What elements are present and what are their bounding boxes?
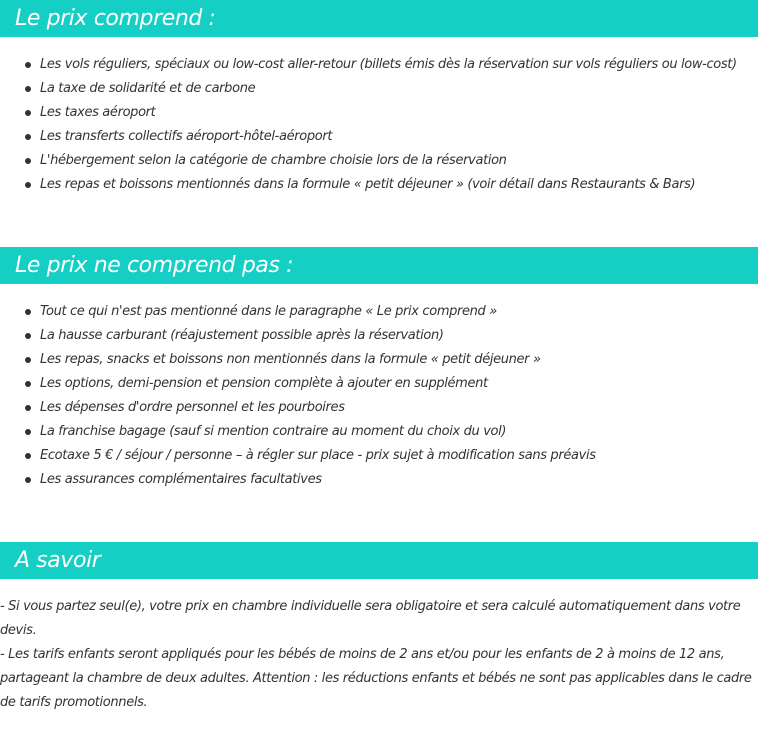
bullet-icon xyxy=(25,134,31,140)
list-item-text: Les dépenses d'ordre personnel et les pourboires xyxy=(40,400,345,415)
list-item-text: La taxe de solidarité et de carbone xyxy=(40,81,256,96)
list-item xyxy=(0,173,758,197)
not-included-list xyxy=(0,300,758,492)
bullet-icon xyxy=(25,357,31,363)
bullet-icon xyxy=(25,158,31,164)
bullet-icon xyxy=(25,182,31,188)
list-item-text: Les assurances complémentaires facultatives xyxy=(40,472,322,487)
list-item-text: Les taxes aéroport xyxy=(40,105,156,120)
bullet-icon xyxy=(25,381,31,387)
list-item-text: Ecotaxe 5 € / séjour / personne – à régler sur place - prix sujet à modification sans préavis xyxy=(40,448,596,463)
bullet-icon xyxy=(25,405,31,411)
bullet-icon xyxy=(25,477,31,483)
list-item xyxy=(0,444,758,468)
good-to-know-text xyxy=(0,595,752,715)
bullet-icon xyxy=(25,429,31,435)
list-item-text: Les transferts collectifs aéroport-hôtel-aéroport xyxy=(40,129,333,144)
bullet-icon xyxy=(25,110,31,116)
section-title-good-to-know: A savoir xyxy=(0,542,758,579)
list-item xyxy=(0,53,758,77)
paragraph: - Si vous partez seul(e), votre prix en chambre individuelle sera obligatoire et sera calculé automatiquement dans votre devis. xyxy=(0,599,741,638)
list-item-text: Les repas et boissons mentionnés dans la formule « petit déjeuner » (voir détail dans Restaurants & Bars) xyxy=(40,177,696,192)
list-item-text: La franchise bagage (sauf si mention contraire au moment du choix du vol) xyxy=(40,424,507,439)
list-item xyxy=(0,125,758,149)
section-title-not-included: Le prix ne comprend pas : xyxy=(0,247,758,284)
list-item xyxy=(0,348,758,372)
bullet-icon xyxy=(25,309,31,315)
included-list xyxy=(0,53,758,197)
bullet-icon xyxy=(25,333,31,339)
list-item-text: Les vols réguliers, spéciaux ou low-cost aller-retour (billets émis dès la réservation sur vols réguliers ou low-cost) xyxy=(40,57,737,72)
list-item xyxy=(0,420,758,444)
list-item xyxy=(0,101,758,125)
bullet-icon xyxy=(25,62,31,68)
list-item xyxy=(0,372,758,396)
list-item xyxy=(0,324,758,348)
bullet-icon xyxy=(25,453,31,459)
list-item-text: La hausse carburant (réajustement possible après la réservation) xyxy=(40,328,444,343)
bullet-icon xyxy=(25,86,31,92)
list-item-text: L'hébergement selon la catégorie de chambre choisie lors de la réservation xyxy=(40,153,507,168)
list-item-text: Les repas, snacks et boissons non mentionnés dans la formule « petit déjeuner » xyxy=(40,352,541,367)
list-item xyxy=(0,300,758,324)
list-item xyxy=(0,149,758,173)
section-title-included: Le prix comprend : xyxy=(0,0,758,37)
list-item xyxy=(0,77,758,101)
list-item xyxy=(0,396,758,420)
list-item-text: Les options, demi-pension et pension complète à ajouter en supplément xyxy=(40,376,488,391)
list-item xyxy=(0,468,758,492)
paragraph: - Les tarifs enfants seront appliqués pour les bébés de moins de 2 ans et/ou pour les enfants de 2 à moins de 12 ans, partageant la chambre de deux adultes. Attention : les réductions enfants et bébés ne sont pas applicables dans le cadre de tarifs promotionnels. xyxy=(0,647,752,710)
list-item-text: Tout ce qui n'est pas mentionné dans le paragraphe « Le prix comprend » xyxy=(40,304,497,319)
